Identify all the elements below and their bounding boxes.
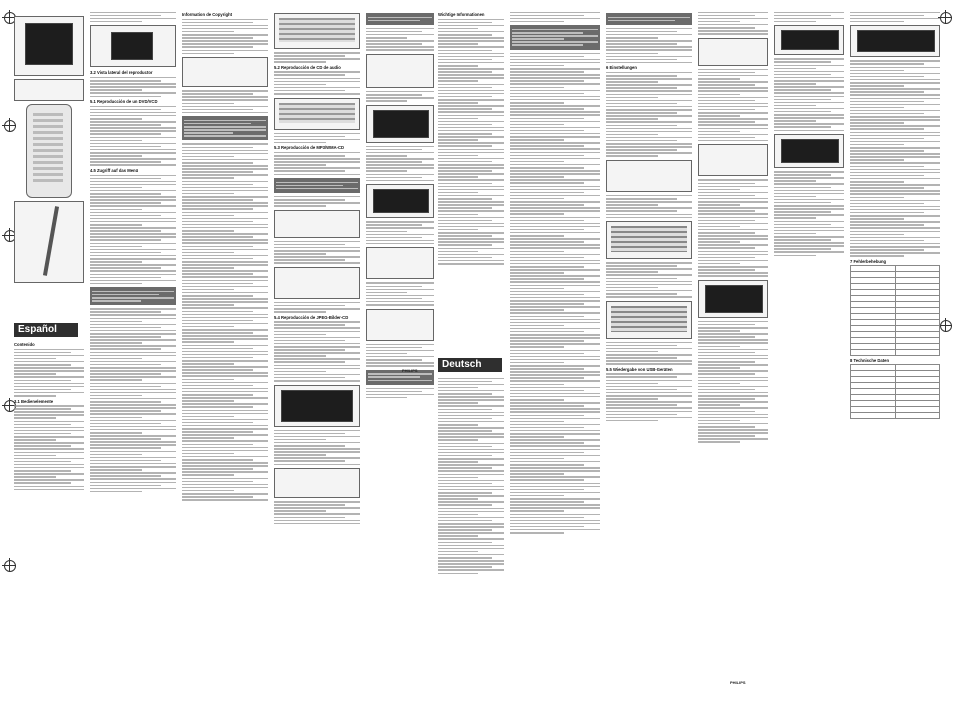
section-title: 7 Fehlerbehebung bbox=[850, 258, 887, 264]
column-11 bbox=[850, 10, 940, 700]
brand-logo: PHILIPS bbox=[402, 368, 418, 373]
connection-diagram bbox=[90, 25, 176, 67]
screen-diagram bbox=[774, 134, 844, 168]
section-title: 5.4 Reproducción de JPEG-Bilder-CD bbox=[274, 314, 349, 320]
language-title-spanish: Español bbox=[14, 323, 78, 337]
menu-screen-diagram bbox=[274, 13, 360, 49]
column-9 bbox=[698, 10, 768, 700]
screen-diagram bbox=[774, 25, 844, 55]
column-8 bbox=[606, 10, 692, 700]
av-out-diagram bbox=[366, 54, 434, 88]
section-title: 8 Technische Daten bbox=[850, 357, 890, 363]
cd-screen-diagram bbox=[274, 98, 360, 130]
device-side-diagram bbox=[14, 79, 84, 101]
registration-mark-icon bbox=[940, 320, 952, 332]
section-title: 5.1 Reproducción de un DVD/VCD bbox=[90, 99, 158, 105]
jpeg-screen-diagram bbox=[274, 267, 360, 299]
mount-diagram bbox=[14, 201, 84, 283]
section-title: 5.5 Wiedergabe von USB-Geräten bbox=[606, 366, 673, 372]
device-diagram bbox=[606, 160, 692, 192]
section-title: 5.3 Reproducción de MP3/WMA-CD bbox=[274, 145, 345, 151]
warning-note bbox=[90, 287, 176, 305]
usb-diagram bbox=[274, 210, 360, 238]
screen-diagram bbox=[274, 468, 360, 498]
spec-table bbox=[850, 364, 940, 419]
brand-logo: PHILIPS bbox=[730, 680, 746, 685]
section-title: 3.1 Bedienelemente bbox=[14, 398, 54, 404]
info-note bbox=[606, 13, 692, 25]
column-5 bbox=[366, 10, 434, 700]
settings-screen-diagram bbox=[274, 385, 360, 427]
section-title: Wichtige Informationen bbox=[438, 12, 485, 17]
setup-screen-diagram bbox=[366, 309, 434, 341]
registration-mark-icon bbox=[940, 12, 952, 24]
remote-control-diagram bbox=[26, 104, 72, 198]
section-title: 4.5 Zugriff auf das Menü bbox=[90, 167, 139, 173]
usb-diagram bbox=[698, 38, 768, 66]
info-note bbox=[274, 178, 360, 193]
troubleshoot-table bbox=[850, 265, 940, 356]
column-2 bbox=[90, 10, 176, 700]
battery-diagram bbox=[182, 57, 268, 87]
column-10 bbox=[774, 10, 844, 700]
setup-screen-diagram bbox=[606, 221, 692, 259]
screen-diagram bbox=[698, 280, 768, 318]
section-title: Contenido bbox=[14, 342, 35, 347]
column-7 bbox=[510, 10, 600, 700]
setup-screen-diagram bbox=[606, 301, 692, 339]
section-title: 5.2 Reproducción de CD de audio bbox=[274, 64, 341, 70]
column-4 bbox=[274, 10, 360, 700]
info-note bbox=[366, 13, 434, 25]
column-1-text bbox=[14, 340, 84, 700]
setup-screen-diagram bbox=[366, 184, 434, 218]
column-3 bbox=[182, 10, 268, 700]
warning-note bbox=[182, 116, 268, 140]
print-header bbox=[0, 0, 954, 10]
language-title-german: Deutsch bbox=[438, 358, 502, 372]
device-front-diagram bbox=[14, 16, 84, 76]
warning-note bbox=[366, 370, 434, 385]
info-note bbox=[510, 25, 600, 49]
device-diagram bbox=[698, 144, 768, 176]
section-title: 6 Einstellungen bbox=[606, 65, 637, 71]
setup-screen-diagram bbox=[366, 105, 434, 143]
section-title: Information de Copyright bbox=[182, 12, 233, 17]
column-6-text bbox=[438, 376, 504, 700]
section-title: 3.2 Vista lateral del reproductor bbox=[90, 70, 153, 76]
setup-screen-diagram bbox=[366, 247, 434, 279]
screen-diagram bbox=[850, 25, 940, 57]
